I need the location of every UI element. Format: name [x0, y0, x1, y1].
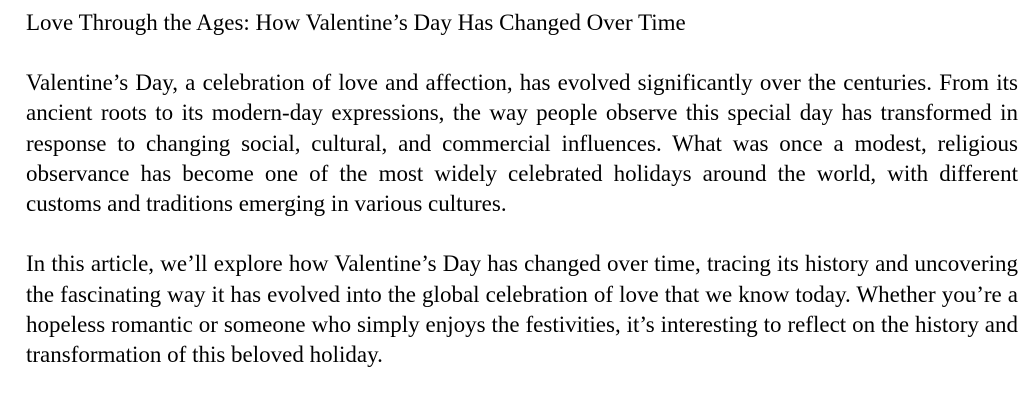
document-title: Love Through the Ages: How Valentine’s Day Has Changed Over Time: [26, 10, 686, 35]
intro-paragraph: Valentine’s Day, a celebration of love and affection, has evolved significantly over the centuries. From its ancient roots to its modern-day expressions, the way people observe this special day has transformed in response to changing social, cultural, and commercial influences. What was once a modest, religious observance has become one of the most widely celebrated holidays around the world, with different customs and traditions emerging in various cultures.: [26, 70, 1018, 217]
article-overview-paragraph: In this article, we’ll explore how Valentine’s Day has changed over time, tracing its history and uncovering the fascinating way it has evolved into the global celebration of love that we know today. Whether you’re a hopeless romantic or someone who simply enjoys the festivities, it’s interesting to reflect on the history and transformation of this beloved holiday.: [26, 251, 1018, 368]
document-page: [26, 0, 1018, 371]
